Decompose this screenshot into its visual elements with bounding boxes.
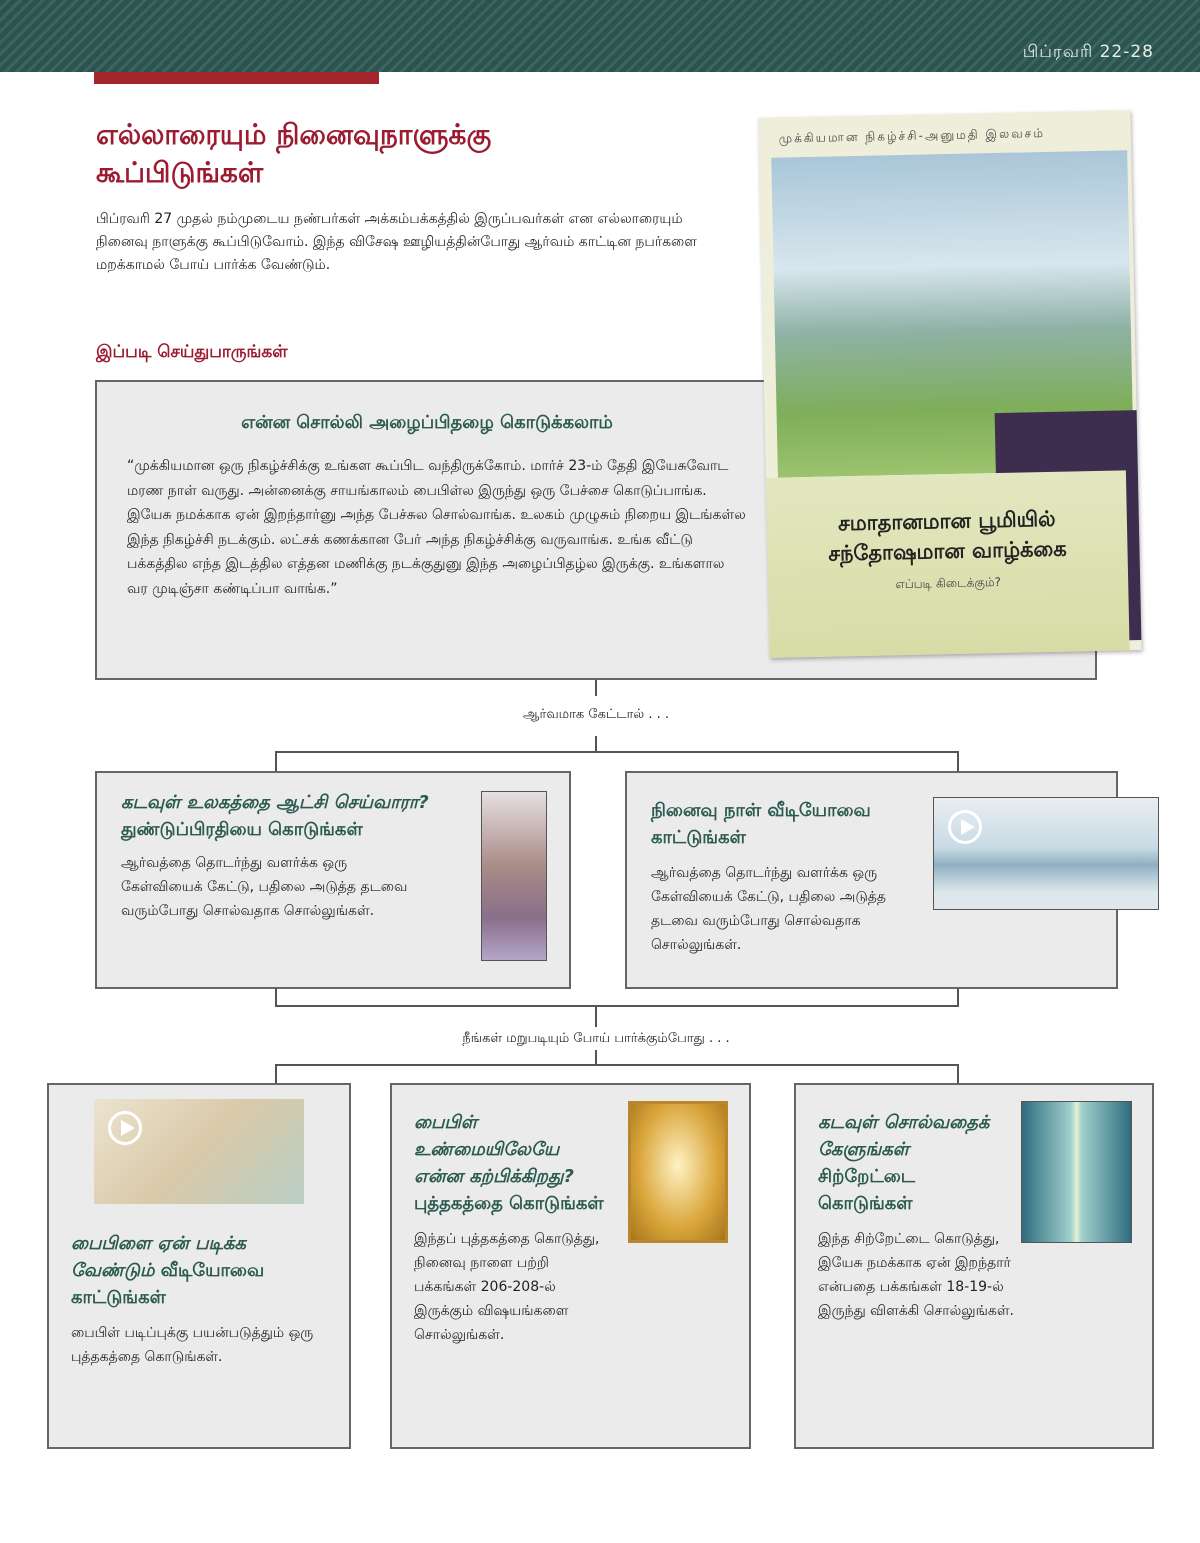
tract-title: கடவுள் உலகத்தை ஆட்சி செய்வாரா?	[121, 792, 429, 813]
card-tract	[95, 771, 571, 989]
brochure-title: சமாதானமான பூமியில் சந்தோஷமான வாழ்க்கை	[828, 506, 1067, 566]
brochure-cover-image	[1021, 1101, 1132, 1243]
card-action: வீடியோவை காட்டுங்கள்	[71, 1260, 265, 1308]
card-action: நினைவு நாள் வீடியோவை காட்டுங்கள்	[651, 800, 871, 848]
brochure-subtitle: எப்படி கிடைக்கும்?	[895, 574, 1002, 592]
connector	[595, 736, 597, 752]
book-cover-image	[628, 1101, 728, 1243]
card-action: சிற்றேட்டை கொடுங்கள்	[818, 1166, 916, 1214]
invitation-script: “முக்கியமான ஒரு நிகழ்ச்சிக்கு உங்கள கூப்பிட வந்திருக்கோம். மார்ச் 23-ம் தேதி இயேசுவோட மரண நாள் வருது. அன்னைக்கு சாயங்காலம் பைபிள்ல இருந்து ஒரு பேச்சை கொடுப்பாங்க. இயேசு நமக்காக ஏன் இறந்தார்னு அந்த பேச்சுல சொல்வாங்க. உலகம் முழுசும் நிறைய இடங்கள்ல இந்த நிகழ்ச்சி நடக்கும். லட்சக் கணக்கான பேர் அந்த நிகழ்ச்சிக்கு வருவாங்க. உங்க வீட்டு பக்கத்தில எந்த இடத்தில எத்தன மணிக்கு நடக்குதுனு இந்த அழைப்பிதழ்ல இருக்கு. உங்களால வர முடிஞ்சா கண்டிப்பா வாங்க.”	[127, 458, 746, 597]
connector	[275, 751, 277, 771]
card-action: புத்தகத்தை கொடுங்கள்	[414, 1193, 604, 1214]
connector	[595, 1007, 597, 1027]
play-icon[interactable]	[108, 1111, 142, 1145]
flow-label-interested: ஆர்வமாக கேட்டால் . . .	[396, 707, 796, 723]
page-title: எல்லாரையும் நினைவுநாளுக்கு கூப்பிடுங்கள்	[96, 118, 492, 189]
why-study-video-thumbnail[interactable]	[94, 1099, 304, 1204]
book-title: பைபிள் உண்மையிலேயே என்ன கற்பிக்கிறது?	[414, 1112, 574, 1187]
invitation-heading: என்ன சொல்லி அழைப்பிதழை கொடுக்கலாம்	[241, 412, 613, 433]
card-body: ஆர்வத்தை தொடர்ந்து வளர்க்க ஒரு கேள்வியைக் கேட்டு, பதிலை அடுத்த தடவை வரும்போது சொல்வதாக சொல்லுங்கள்.	[651, 865, 887, 953]
card-body: இந்தப் புத்தகத்தை கொடுத்து, நினைவு நாளை பற்றி பக்கங்கள் 206-208-ல் இருக்கும் விஷயங்களை சொல்லுங்கள்.	[414, 1231, 600, 1343]
brochure-title-panel	[766, 470, 1130, 657]
brochure-top-text: முக்கியமான நிகழ்ச்சி-அனுமதி இலவசம்	[778, 125, 1046, 146]
date-range: பிப்ரவரி 22-28	[1022, 42, 1154, 62]
flow-label-return-visit: நீங்கள் மறுபடியும் போய் பார்க்கும்போது . . .	[396, 1031, 796, 1047]
accent-bar	[94, 72, 379, 84]
connector	[595, 680, 597, 696]
card-action: துண்டுப்பிரதியை கொடுங்கள்	[121, 819, 363, 840]
connector	[957, 988, 959, 1006]
play-icon[interactable]	[948, 810, 982, 844]
card-why-study-video	[47, 1083, 351, 1449]
card-listen-to-god-brochure	[794, 1083, 1154, 1449]
card-body: இந்த சிற்றேட்டை கொடுத்து, இயேசு நமக்காக ஏன் இறந்தார் என்பதை பக்கங்கள் 18-19-ல் இருந்து விளக்கி சொல்லுங்கள்.	[818, 1231, 1014, 1319]
brochure-title: கடவுள் சொல்வதைக் கேளுங்கள்	[818, 1112, 990, 1160]
connector	[957, 1064, 959, 1084]
card-body: ஆர்வத்தை தொடர்ந்து வளர்க்க ஒரு கேள்வியைக் கேட்டு, பதிலை அடுத்த தடவை வரும்போது சொல்வதாக சொல்லுங்கள்.	[121, 855, 408, 919]
card-body: பைபிள் படிப்புக்கு பயன்படுத்தும் ஒரு புத்தகத்தை கொடுங்கள்.	[71, 1325, 314, 1365]
connector	[275, 1064, 959, 1066]
tract-cover-image	[481, 791, 547, 961]
connector	[275, 1064, 277, 1084]
memorial-video-thumbnail[interactable]	[933, 797, 1159, 910]
connector	[275, 988, 277, 1006]
section-subhead: இப்படி செய்துபாருங்கள்	[96, 342, 288, 362]
connector	[275, 1005, 959, 1007]
invitation-brochure-image	[758, 110, 1141, 658]
header-band	[0, 0, 1200, 72]
video-title: பைபிளை ஏன் படிக்க வேண்டும்	[71, 1233, 246, 1281]
card-bible-teach-book	[390, 1083, 751, 1449]
intro-paragraph: பிப்ரவரி 27 முதல் நம்முடைய நண்பர்கள் அக்கம்பக்கத்தில் இருப்பவர்கள் என எல்லாரையும் நினைவு நாளுக்கு கூப்பிடுவோம். இந்த விசேஷ ஊழியத்தின்போது ஆர்வம் காட்டின நபர்களை மறக்காமல் போய் பார்க்க வேண்டும்.	[96, 211, 697, 273]
connector	[957, 751, 959, 771]
connector	[275, 751, 959, 753]
